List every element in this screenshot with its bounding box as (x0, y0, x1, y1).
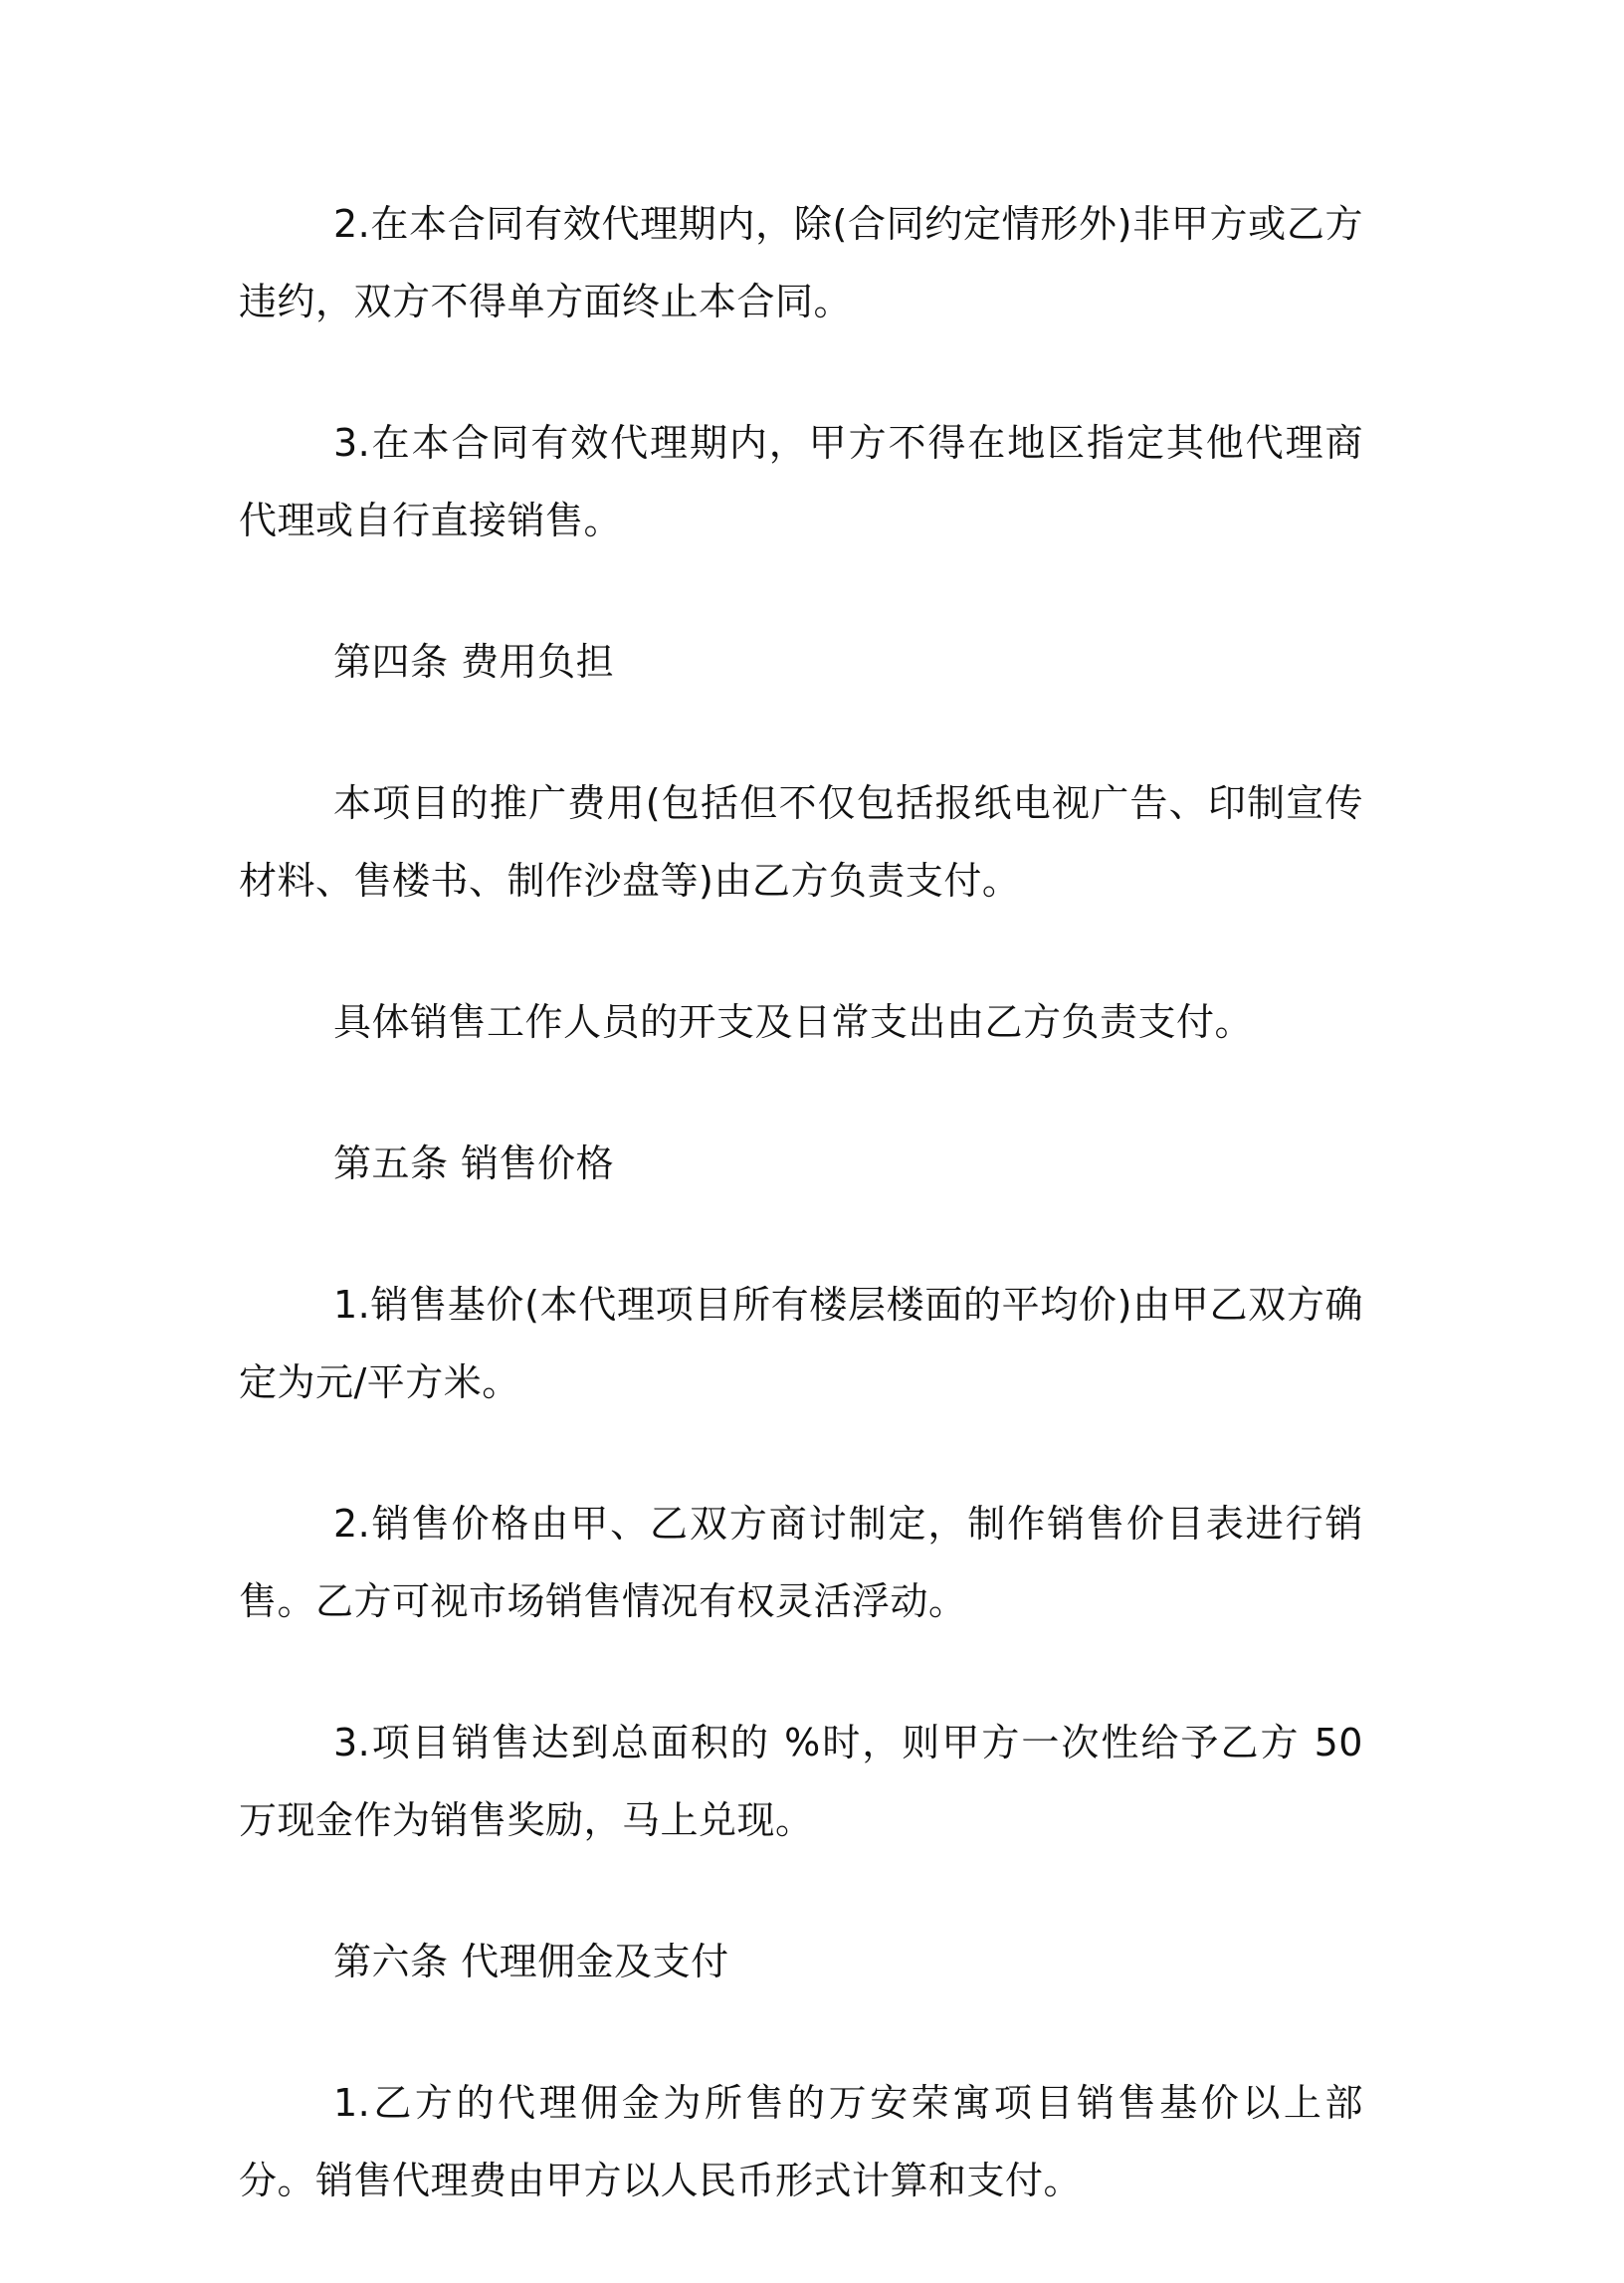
article-6-heading: 第六条 代理佣金及支付 (333, 1940, 729, 1983)
article-4-heading: 第四条 费用负担 (333, 640, 615, 684)
article-5-item-1: 1.销售基价(本代理项目所有楼层楼面的平均价)由甲乙双方确定为元/平方米。 (239, 1283, 1363, 1404)
article-5-item-2: 2.销售价格由甲、乙双方商讨制定，制作销售价目表进行销售。乙方可视市场销售情况有权灵活浮动。 (239, 1502, 1363, 1623)
article-5-item-3: 3.项目销售达到总面积的 %时，则甲方一次性给予乙方 50 万现金作为销售奖励，马上兑现。 (239, 1721, 1363, 1842)
article-5-heading: 第五条 销售价格 (333, 1142, 615, 1185)
document-body (239, 185, 1363, 2283)
article-4-promotion-cost: 本项目的推广费用(包括但不仅包括报纸电视广告、印制宣传材料、售楼书、制作沙盘等)由乙方负责支付。 (239, 781, 1363, 903)
clause-3-item-2: 2.在本合同有效代理期内，除(合同约定情形外)非甲方或乙方违约，双方不得单方面终止本合同。 (239, 202, 1363, 323)
clause-3-item-3: 3.在本合同有效代理期内，甲方不得在地区指定其他代理商代理或自行直接销售。 (239, 421, 1363, 542)
article-6-item-1: 1.乙方的代理佣金为所售的万安荣寓项目销售基价以上部分。销售代理费由甲方以人民币形式计算和支付。 (239, 2081, 1363, 2202)
article-4-staff-cost: 具体销售工作人员的开支及日常支出由乙方负责支付。 (333, 1000, 1254, 1044)
